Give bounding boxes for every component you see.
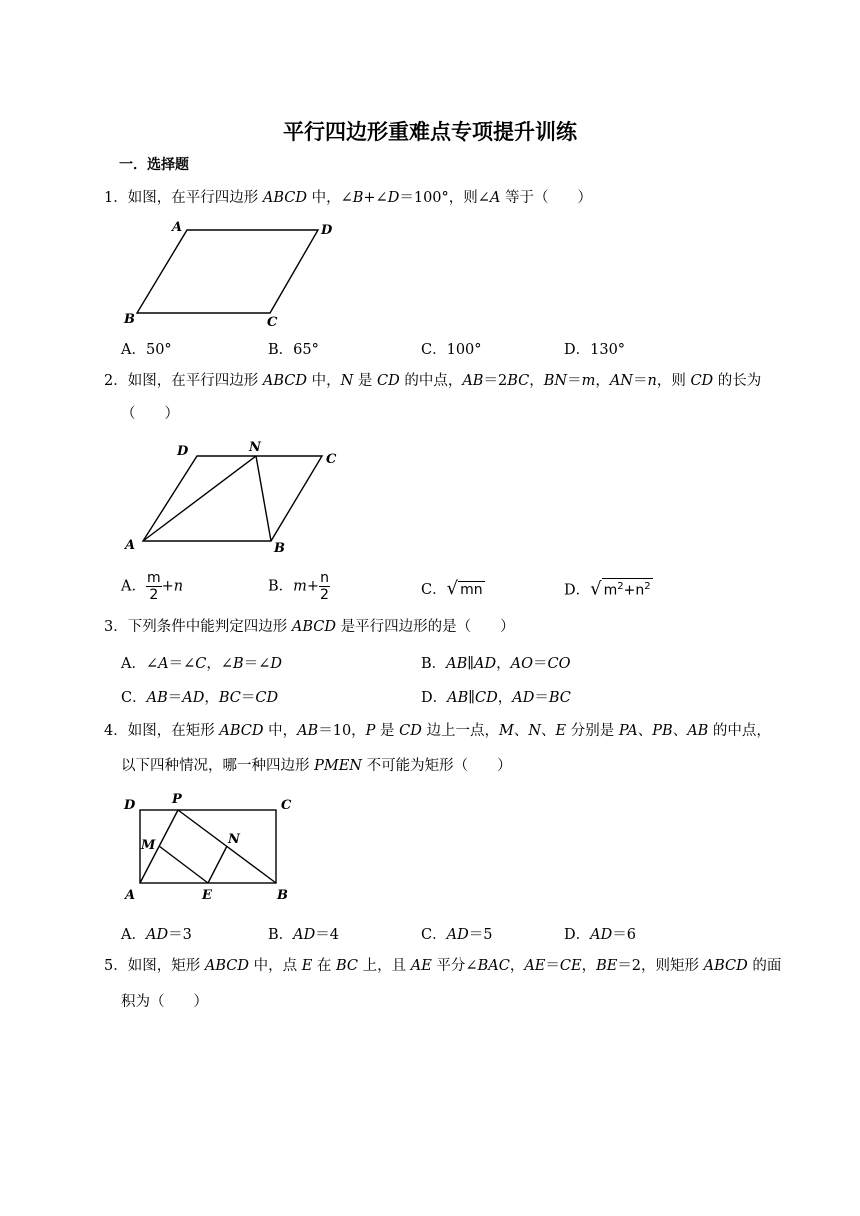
q5-line2: 积为（ ） bbox=[121, 994, 208, 1010]
q1-option-d[interactable]: D．130° bbox=[564, 342, 626, 358]
question-4: 4．如图，在矩形 ABCD 中，AB＝10，P 是 CD 边上一点，M、N、E 分别是 PA、PB、AB 的中点， bbox=[104, 723, 771, 739]
q2-option-d[interactable]: D．√ $m^2+n^2$ bbox=[564, 578, 651, 600]
fig2-label-d: D bbox=[177, 444, 189, 459]
fig1-label-a: A bbox=[172, 220, 183, 235]
fig1-label-b: B bbox=[124, 312, 135, 327]
page-title: 平行四边形重难点专项提升训练 bbox=[283, 119, 577, 144]
radical-sign: √ bbox=[590, 578, 602, 600]
figure-2-parallelogram bbox=[123, 440, 337, 556]
q4-option-d[interactable]: D．AD＝6 bbox=[564, 927, 636, 943]
q1-option-a[interactable]: A．50° bbox=[121, 342, 172, 358]
q2-number: 2． bbox=[104, 373, 128, 389]
q2-option-b[interactable]: B．m+ $\frac{n}{2}$ bbox=[268, 570, 329, 603]
fig4-label-b: B bbox=[277, 888, 288, 903]
q3-option-a[interactable]: A．∠A＝∠C，∠B＝∠D bbox=[121, 656, 282, 672]
q1-option-b[interactable]: B．65° bbox=[268, 342, 319, 358]
q3-option-c[interactable]: C．AB＝AD，BC＝CD bbox=[121, 690, 279, 706]
q3-option-b[interactable]: B．AB∥AD，AO＝CO bbox=[421, 656, 571, 672]
radical-sign: √ bbox=[446, 578, 459, 599]
fraction: $\frac{m}{2}$ bbox=[146, 570, 161, 603]
q4-option-b[interactable]: B．AD＝4 bbox=[268, 927, 339, 943]
q3-number: 3． bbox=[104, 619, 128, 635]
section-heading: 一．选择题 bbox=[119, 157, 189, 173]
fig4-label-m: M bbox=[141, 838, 156, 853]
radicand: $m^2+n^2$ bbox=[602, 578, 653, 599]
question-2: 2．如图，在平行四边形 ABCD 中，N 是 CD 的中点，AB＝2BC，BN＝m，AN＝n，则 CD 的长为 bbox=[104, 373, 762, 389]
fig1-label-d: D bbox=[321, 223, 333, 238]
q2-answer-bracket: （ ） bbox=[121, 406, 179, 422]
figure-1-parallelogram bbox=[123, 220, 333, 330]
q5-number: 5． bbox=[104, 958, 128, 974]
fig2-label-a: A bbox=[125, 538, 136, 553]
question-3: 3．下列条件中能判定四边形 ABCD 是平行四边形的是（ ） bbox=[104, 619, 515, 635]
q4-number: 4． bbox=[104, 723, 128, 739]
q4-line2: 以下四种情况，哪一种四边形 PMEN 不可能为矩形（ ） bbox=[121, 758, 512, 774]
fig4-label-d: D bbox=[124, 798, 136, 813]
fig4-label-n: N bbox=[228, 832, 240, 847]
fig2-label-b: B bbox=[274, 541, 285, 556]
q1-option-c[interactable]: C．100° bbox=[421, 342, 482, 358]
q2-option-c[interactable]: C．√ mn bbox=[421, 578, 483, 599]
fig2-label-c: C bbox=[326, 452, 337, 467]
q3-option-d[interactable]: D．AB∥CD，AD＝BC bbox=[421, 690, 571, 706]
fig1-label-c: C bbox=[267, 315, 278, 330]
fig4-label-p: P bbox=[172, 792, 182, 807]
fraction: $\frac{n}{2}$ bbox=[320, 570, 329, 603]
fig4-label-e: E bbox=[202, 888, 212, 903]
q2-option-a[interactable]: A． $\frac{m}{2}$ +n bbox=[121, 570, 184, 603]
fig2-label-n: N bbox=[249, 440, 261, 455]
q4-option-a[interactable]: A．AD＝3 bbox=[121, 927, 192, 943]
question-5: 5．如图，矩形 ABCD 中，点 E 在 BC 上，且 AE 平分∠BAC，AE＝CE，BE＝2，则矩形 ABCD 的面 bbox=[104, 958, 782, 974]
figure-4-rectangle bbox=[123, 792, 292, 903]
fig4-label-a: A bbox=[125, 888, 136, 903]
question-1: 1．如图，在平行四边形 ABCD 中，∠B+∠D＝100°，则∠A 等于（ ） bbox=[104, 190, 593, 206]
q4-option-c[interactable]: C．AD＝5 bbox=[421, 927, 493, 943]
fig4-label-c: C bbox=[281, 798, 292, 813]
q1-number: 1． bbox=[104, 190, 128, 206]
